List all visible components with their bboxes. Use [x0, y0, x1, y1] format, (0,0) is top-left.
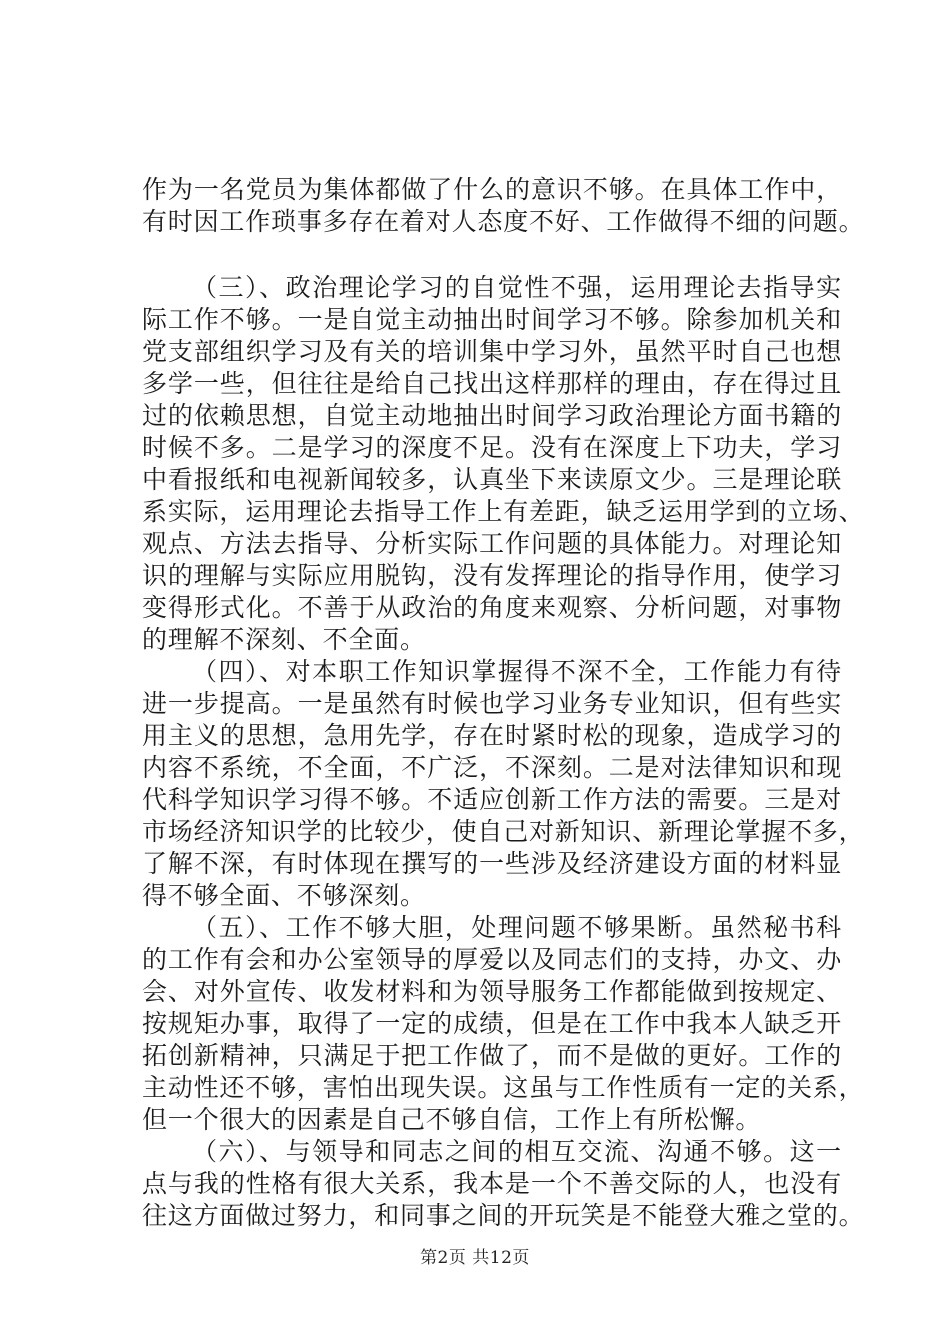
paragraph-section-3 — [142, 272, 865, 656]
text-line: （六）、与领导和同志之间的相互交流、沟通不够。这一 — [192, 1137, 842, 1166]
paragraph-section-5 — [142, 912, 865, 1136]
text-line: 代科学知识学习得不够。不适应创新工作方法的需要。三是对 — [142, 785, 842, 814]
page-number-footer: 第2页 共12页 — [420, 1248, 530, 1268]
text-line: 了解不深，有时体现在撰写的一些涉及经济建设方面的材料显 — [142, 849, 842, 878]
text-line: 过的依赖思想，自觉主动地抽出时间学习政治理论方面书籍的 — [142, 401, 842, 430]
text-line: 内容不系统，不全面，不广泛，不深刻。二是对法律知识和现 — [142, 753, 842, 782]
text-line: 时候不多。二是学习的深度不足。没有在深度上下功夫，学习 — [142, 433, 842, 462]
text-line: 有时因工作琐事多存在着对人态度不好、工作做得不细的问题。 — [142, 207, 865, 236]
text-line: 中看报纸和电视新闻较多，认真坐下来读原文少。三是理论联 — [142, 465, 842, 494]
paragraph-section-4 — [142, 656, 865, 912]
text-line: 党支部组织学习及有关的培训集中学习外，虽然平时自己也想 — [142, 337, 842, 366]
text-line: 往这方面做过努力，和同事之间的开玩笑是不能登大雅之堂的。 — [142, 1201, 865, 1230]
body-text — [142, 174, 865, 1232]
text-line: 作为一名党员为集体都做了什么的意识不够。在具体工作中， — [142, 175, 842, 204]
text-line: 会、对外宣传、收发材料和为领导服务工作都能做到按规定、 — [142, 977, 842, 1006]
text-line: 按规矩办事，取得了一定的成绩，但是在工作中我本人缺乏开 — [142, 1009, 842, 1038]
text-line: 的工作有会和办公室领导的厚爱以及同志们的支持，办文、办 — [142, 945, 842, 974]
text-line: 但一个很大的因素是自己不够自信，工作上有所松懈。 — [142, 1105, 762, 1134]
text-line: 市场经济知识学的比较少，使自己对新知识、新理论掌握不多， — [142, 817, 865, 846]
text-line: 点与我的性格有很大关系，我本是一个不善交际的人，也没有 — [142, 1169, 842, 1198]
text-line: 主动性还不够，害怕出现失误。这虽与工作性质有一定的关系， — [142, 1073, 865, 1102]
text-line: 进一步提高。一是虽然有时候也学习业务专业知识，但有些实 — [142, 689, 842, 718]
text-line: 识的理解与实际应用脱钩，没有发挥理论的指导作用，使学习 — [142, 561, 842, 590]
paragraph-gap — [142, 238, 842, 272]
text-line: 拓创新精神，只满足于把工作做了，而不是做的更好。工作的 — [142, 1041, 842, 1070]
text-line: 的理解不深刻、不全面。 — [142, 625, 426, 654]
text-line: 得不够全面、不够深刻。 — [142, 881, 426, 910]
text-line: 际工作不够。一是自觉主动抽出时间学习不够。除参加机关和 — [142, 305, 842, 334]
paragraph-section-6 — [142, 1136, 865, 1232]
text-line: 多学一些，但往往是给自己找出这样那样的理由，存在得过且 — [142, 369, 842, 398]
text-line: （四）、对本职工作知识掌握得不深不全，工作能力有待 — [192, 657, 842, 686]
text-line: （三）、政治理论学习的自觉性不强，运用理论去指导实 — [192, 273, 842, 302]
text-line: 系实际，运用理论去指导工作上有差距，缺乏运用学到的立场、 — [142, 497, 865, 526]
text-line: 用主义的思想，急用先学，存在时紧时松的现象，造成学习的 — [142, 721, 842, 750]
text-line: （五）、工作不够大胆，处理问题不够果断。虽然秘书科 — [192, 913, 842, 942]
text-line: 变得形式化。不善于从政治的角度来观察、分析问题，对事物 — [142, 593, 842, 622]
paragraph-continuation — [142, 174, 865, 238]
text-line: 观点、方法去指导、分析实际工作问题的具体能力。对理论知 — [142, 529, 842, 558]
